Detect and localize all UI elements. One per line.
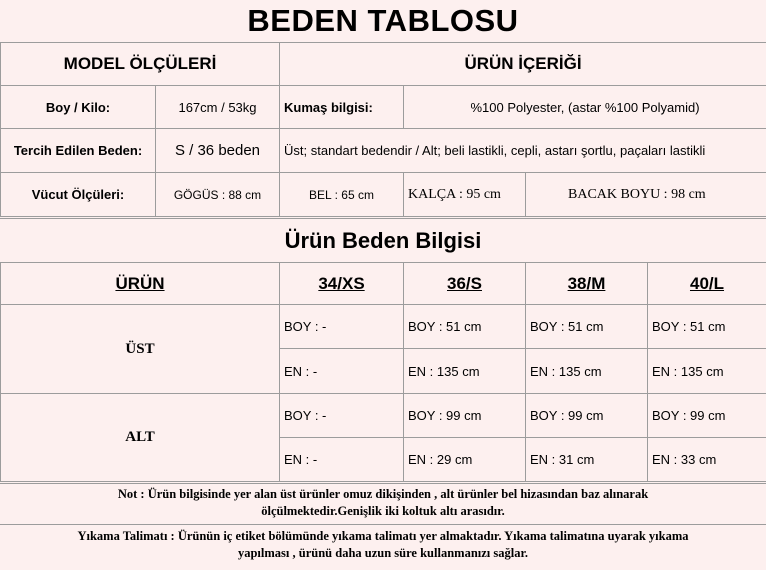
product-column-header: ÜRÜN: [1, 263, 280, 305]
size-header-s: 36/S: [404, 263, 526, 305]
bottom-width-l: EN : 33 cm: [648, 438, 766, 482]
top-length-m: BOY : 51 cm: [526, 305, 648, 349]
model-measurements-header: MODEL ÖLÇÜLERİ: [1, 43, 280, 86]
fabric-label: Kumaş bilgisi:: [280, 86, 404, 129]
bottom-length-l: BOY : 99 cm: [648, 394, 766, 438]
top-length-s: BOY : 51 cm: [404, 305, 526, 349]
size-header-l: 40/L: [648, 263, 766, 305]
body-measurements-label: Vücut Ölçüleri:: [1, 173, 156, 217]
top-width-l: EN : 135 cm: [648, 349, 766, 394]
size-header-xs: 34/XS: [280, 263, 404, 305]
note-line-2: ölçülmektedir.Genişlik iki koltuk altı arasıdır.: [0, 503, 766, 520]
size-header-m: 38/M: [526, 263, 648, 305]
page-title: BEDEN TABLOSU: [0, 0, 766, 42]
height-weight-value: 167cm / 53kg: [156, 86, 280, 129]
preferred-size-label: Tercih Edilen Beden:: [1, 129, 156, 173]
top-width-xs: EN : -: [280, 349, 404, 394]
bottom-length-xs: BOY : -: [280, 394, 404, 438]
bottom-width-xs: EN : -: [280, 438, 404, 482]
product-content-header: ÜRÜN İÇERİĞİ: [280, 43, 766, 86]
top-row-label: ÜST: [1, 305, 280, 394]
top-length-xs: BOY : -: [280, 305, 404, 349]
top-width-s: EN : 135 cm: [404, 349, 526, 394]
fabric-value: %100 Polyester, (astar %100 Polyamid): [404, 86, 766, 129]
bottom-row-label: ALT: [1, 394, 280, 482]
preferred-size-value: S / 36 beden: [156, 129, 280, 173]
top-length-l: BOY : 51 cm: [648, 305, 766, 349]
size-section-title: Ürün Beden Bilgisi: [0, 218, 766, 263]
washing-instructions: [0, 524, 766, 570]
leg-length-measurement: BACAK BOYU : 98 cm: [526, 173, 766, 217]
waist-measurement: BEL : 65 cm: [280, 173, 404, 217]
wash-line-1: Yıkama Talimatı : Ürünün iç etiket bölümünde yıkama talimatı yer almaktadır. Yıkama talimatına uyarak yıkama: [0, 528, 766, 545]
size-info: Üst; standart bedendir / Alt; beli lastikli, cepli, astarı şortlu, paçaları lastikli: [280, 129, 766, 173]
top-width-m: EN : 135 cm: [526, 349, 648, 394]
height-weight-label: Boy / Kilo:: [1, 86, 156, 129]
bottom-width-s: EN : 29 cm: [404, 438, 526, 482]
chest-measurement: GÖGÜS : 88 cm: [156, 173, 280, 217]
size-table: [0, 262, 766, 482]
note-line-1: Not : Ürün bilgisinde yer alan üst ürünler omuz dikişinden , alt ürünler bel hizasından baz alınarak: [0, 486, 766, 503]
bottom-length-m: BOY : 99 cm: [526, 394, 648, 438]
bottom-length-s: BOY : 99 cm: [404, 394, 526, 438]
bottom-width-m: EN : 31 cm: [526, 438, 648, 482]
model-info-table: [0, 42, 766, 217]
hip-measurement: KALÇA : 95 cm: [404, 173, 526, 217]
measurement-note: [0, 483, 766, 524]
wash-line-2: yapılması , ürünü daha uzun süre kullanmanızı sağlar.: [0, 545, 766, 562]
